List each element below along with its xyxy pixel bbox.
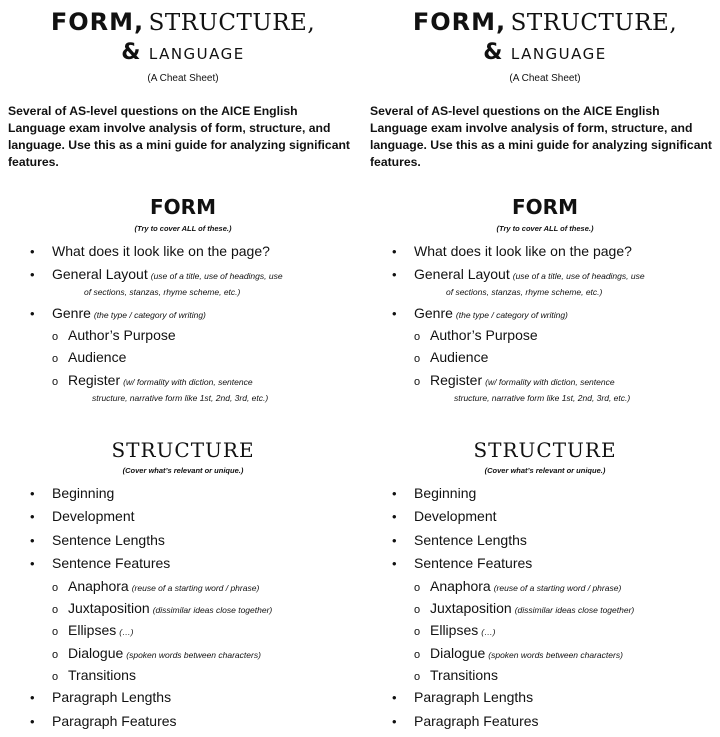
item-hint: (use of a title, use of headings, use <box>512 271 645 281</box>
item-hint: (w/ formality with diction, sentence <box>485 377 615 387</box>
intro-paragraph: Several of AS-level questions on the AICE English Language exam involve analysis of form, structure, and language. Use this as a mini guide for analyzing significant features. <box>370 104 712 169</box>
item-hint: (…) <box>119 627 134 637</box>
bullet-icon: • <box>392 690 397 705</box>
item-label: Ellipses <box>68 622 117 638</box>
sub-list-item <box>414 326 538 346</box>
list-item <box>30 484 114 503</box>
item-label: General Layout <box>414 266 510 282</box>
form-heading: FORM <box>512 195 578 219</box>
form-heading: FORM <box>150 195 216 219</box>
item-label: Dialogue <box>68 645 124 661</box>
structure-note: (Cover what’s relevant or unique.) <box>484 466 606 475</box>
title-form: FORM, <box>412 8 507 36</box>
item-label: Author’s Purpose <box>68 327 176 343</box>
sub-list-item <box>414 666 498 686</box>
structure-note: (Cover what’s relevant or unique.) <box>122 466 244 475</box>
sub-list-item <box>414 599 634 619</box>
bullet-icon: • <box>30 244 35 259</box>
item-label: Sentence Lengths <box>414 532 527 548</box>
item-label: Development <box>52 508 135 524</box>
sub-list-item <box>52 599 272 619</box>
item-label: Paragraph Lengths <box>414 689 534 705</box>
item-hint: (use of a title, use of headings, use <box>150 271 283 281</box>
item-hint: (dissimilar ideas close together) <box>514 605 635 615</box>
circle-bullet-icon: o <box>414 376 421 388</box>
circle-bullet-icon: o <box>52 376 59 388</box>
title-language: LANGUAGE <box>510 45 607 63</box>
sub-list-item <box>414 348 488 368</box>
item-label: Audience <box>430 349 489 365</box>
list-item <box>30 712 177 731</box>
item-label: Register <box>430 372 483 388</box>
sub-list-item <box>52 577 259 597</box>
structure-heading: STRUCTURE <box>111 438 255 462</box>
item-label: Juxtaposition <box>430 600 512 616</box>
list-item <box>30 304 206 324</box>
sub-list-item <box>52 348 126 368</box>
circle-bullet-icon: o <box>414 671 421 683</box>
circle-bullet-icon: o <box>52 671 59 683</box>
circle-bullet-icon: o <box>414 626 421 638</box>
list-item <box>392 484 476 503</box>
item-label: Register <box>68 372 121 388</box>
item-label: Development <box>414 508 497 524</box>
list-item <box>392 242 632 261</box>
title-ampersand: & <box>483 40 503 65</box>
item-label: Anaphora <box>430 578 491 594</box>
sub-list-item <box>414 621 495 641</box>
subtitle: (A Cheat Sheet) <box>147 73 219 84</box>
list-item <box>392 688 533 707</box>
item-hint: (spoken words between characters) <box>488 650 623 660</box>
item-hint: (w/ formality with diction, sentence <box>123 377 253 387</box>
title-ampersand: & <box>121 40 141 65</box>
sub-list-item <box>52 666 136 686</box>
list-item <box>30 531 165 550</box>
sub-list-item <box>414 577 621 597</box>
bullet-icon: • <box>30 267 35 282</box>
bullet-icon: • <box>30 533 35 548</box>
bullet-icon: • <box>392 556 397 571</box>
item-label: Paragraph Features <box>414 713 539 729</box>
list-item <box>30 265 283 285</box>
item-hint: (…) <box>481 627 496 637</box>
circle-bullet-icon: o <box>414 604 421 616</box>
bullet-icon: • <box>30 690 35 705</box>
list-item <box>30 688 171 707</box>
title-form: FORM, <box>50 8 145 36</box>
bullet-icon: • <box>30 714 35 729</box>
circle-bullet-icon: o <box>52 331 59 343</box>
item-label: Anaphora <box>68 578 129 594</box>
form-note: (Try to cover ALL of these.) <box>496 224 594 233</box>
sub-list-item <box>414 644 623 664</box>
item-label: Sentence Features <box>414 555 533 571</box>
list-item <box>392 712 539 731</box>
item-hint: (the type / category of writing) <box>93 310 206 320</box>
cheat-sheet-left <box>8 0 358 737</box>
list-item <box>30 242 270 261</box>
item-label: Sentence Features <box>52 555 171 571</box>
item-label: Paragraph Lengths <box>52 689 172 705</box>
item-hint: (dissimilar ideas close together) <box>152 605 273 615</box>
sub-list-item <box>52 326 176 346</box>
item-label: General Layout <box>52 266 148 282</box>
title-line-1 <box>370 10 720 35</box>
intro-paragraph: Several of AS-level questions on the AICE English Language exam involve analysis of form, structure, and language. Use this as a mini guide for analyzing significant features. <box>8 104 350 169</box>
item-label: Juxtaposition <box>68 600 150 616</box>
item-label: Author’s Purpose <box>430 327 538 343</box>
sub-list-item <box>52 621 133 641</box>
item-hint-continued: of sections, stanzas, rhyme scheme, etc.) <box>446 287 603 297</box>
list-item <box>392 531 527 550</box>
circle-bullet-icon: o <box>52 604 59 616</box>
bullet-icon: • <box>392 244 397 259</box>
item-label: Dialogue <box>430 645 486 661</box>
structure-heading: STRUCTURE <box>473 438 617 462</box>
circle-bullet-icon: o <box>414 353 421 365</box>
subtitle: (A Cheat Sheet) <box>509 73 581 84</box>
title-line-2 <box>370 42 720 64</box>
item-hint: (spoken words between characters) <box>126 650 261 660</box>
circle-bullet-icon: o <box>414 582 421 594</box>
item-hint: (the type / category of writing) <box>455 310 568 320</box>
circle-bullet-icon: o <box>52 626 59 638</box>
title-line-2 <box>8 42 358 64</box>
item-label: What does it look like on the page? <box>414 243 632 259</box>
list-item <box>30 507 135 526</box>
item-hint: (reuse of a starting word / phrase) <box>131 583 260 593</box>
item-label: Ellipses <box>430 622 479 638</box>
item-label: Audience <box>68 349 127 365</box>
circle-bullet-icon: o <box>414 649 421 661</box>
bullet-icon: • <box>392 306 397 321</box>
item-label: What does it look like on the page? <box>52 243 270 259</box>
bullet-icon: • <box>392 267 397 282</box>
list-item <box>30 554 170 573</box>
circle-bullet-icon: o <box>414 331 421 343</box>
bullet-icon: • <box>30 556 35 571</box>
bullet-icon: • <box>392 486 397 501</box>
bullet-icon: • <box>392 509 397 524</box>
bullet-icon: • <box>30 486 35 501</box>
title-structure: STRUCTURE, <box>148 10 316 36</box>
item-label: Beginning <box>414 485 477 501</box>
bullet-icon: • <box>30 509 35 524</box>
circle-bullet-icon: o <box>52 353 59 365</box>
list-item <box>392 304 568 324</box>
bullet-icon: • <box>392 533 397 548</box>
cheat-sheet-right <box>370 0 720 737</box>
title-language: LANGUAGE <box>148 45 245 63</box>
item-hint-continued: structure, narrative form like 1st, 2nd, 3rd, etc.) <box>454 393 631 403</box>
item-label: Genre <box>52 305 91 321</box>
item-hint-continued: of sections, stanzas, rhyme scheme, etc.) <box>84 287 241 297</box>
form-note: (Try to cover ALL of these.) <box>134 224 232 233</box>
title-line-1 <box>8 10 358 35</box>
circle-bullet-icon: o <box>52 649 59 661</box>
item-label: Genre <box>414 305 453 321</box>
item-label: Paragraph Features <box>52 713 177 729</box>
bullet-icon: • <box>30 306 35 321</box>
bullet-icon: • <box>392 714 397 729</box>
sub-list-item <box>52 644 261 664</box>
sub-list-item <box>52 371 253 391</box>
item-label: Transitions <box>68 667 136 683</box>
item-label: Beginning <box>52 485 115 501</box>
title-structure: STRUCTURE, <box>510 10 678 36</box>
list-item <box>392 554 532 573</box>
item-label: Sentence Lengths <box>52 532 165 548</box>
circle-bullet-icon: o <box>52 582 59 594</box>
sub-list-item <box>414 371 615 391</box>
list-item <box>392 265 645 285</box>
item-hint-continued: structure, narrative form like 1st, 2nd, 3rd, etc.) <box>92 393 269 403</box>
item-label: Transitions <box>430 667 498 683</box>
item-hint: (reuse of a starting word / phrase) <box>493 583 622 593</box>
list-item <box>392 507 497 526</box>
